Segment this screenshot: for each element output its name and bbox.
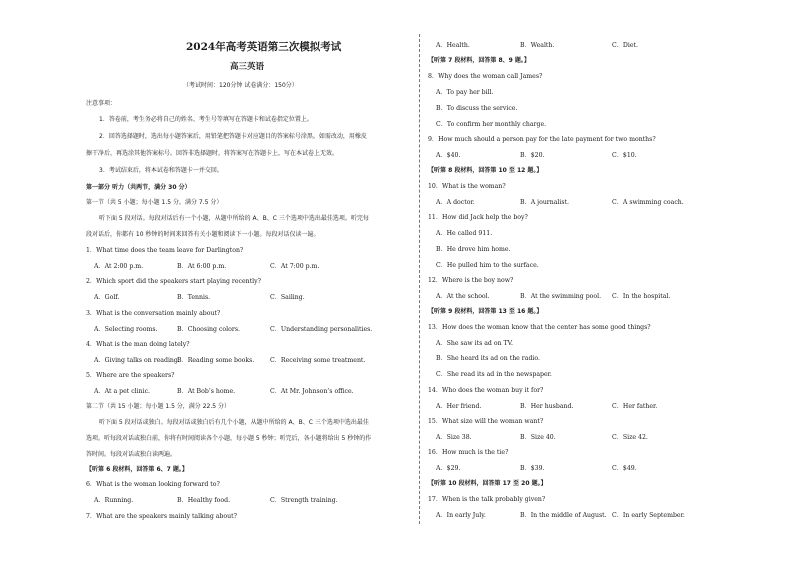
question-stem: 2．Which sport did the speakers start playing recently?	[86, 278, 261, 285]
question-stem: 1．What time does the team leave for Darlington?	[86, 247, 244, 254]
option: B．Healthy food.	[177, 497, 231, 504]
section1-instruction: 段对话后，你都有 10 秒钟的时间来回答有关小题和阅读下一小题。每段对话仅读一遍。	[86, 231, 320, 238]
option: C．At 7:00 p.m.	[270, 263, 320, 270]
note-item: 1．答卷前，考生务必将自己的姓名、考生号等填写在答题卡和试卷指定位置上。	[99, 116, 313, 123]
option: A．At a pet clinic.	[94, 388, 151, 395]
option: C．He pulled him to the surface.	[436, 262, 539, 269]
option: B．In the middle of August.	[520, 512, 607, 519]
section2-instruction: 选项。听每段对话或独白前，你将有时间阅读各个小题，每小题 5 秒钟；听完后，各小题将给出 5 秒钟的作	[86, 435, 372, 442]
question-stem: 10．What is the woman?	[428, 183, 506, 190]
notes-heading: 注意事项：	[86, 100, 117, 107]
group-heading: 【听第 6 段材料，回答第 6、7 题。】	[86, 466, 188, 473]
option: A．Her friend.	[436, 403, 482, 410]
option: A．She saw its ad on TV.	[436, 340, 514, 347]
option: B．Size 40.	[520, 434, 556, 441]
question-stem: 4．What is the man doing lately?	[86, 341, 190, 348]
option: A．Selecting rooms.	[94, 326, 158, 333]
option: B．$39.	[520, 465, 545, 472]
option: B．Choosing colors.	[177, 326, 240, 333]
option: B．Her husband.	[520, 403, 574, 410]
question-stem: 15．What size will the woman want?	[428, 418, 544, 425]
question-stem: 6．What is the woman looking forward to?	[86, 481, 220, 488]
option: C．To confirm her monthly charge.	[436, 121, 547, 128]
group-heading: 【听第 9 段材料，回答第 13 至 16 题。】	[428, 308, 543, 315]
option: A．To pay her bill.	[436, 89, 494, 96]
section2-heading: 第二节（共 15 小题；每小题 1.5 分，满分 22.5 分）	[86, 403, 230, 410]
option: C．Receiving some treatment.	[270, 357, 366, 364]
option: B．At the swimming pool.	[520, 293, 602, 300]
option: C．She read its ad in the newspaper.	[436, 371, 552, 378]
option: C．$49.	[612, 465, 637, 472]
option: A．Golf.	[94, 294, 120, 301]
option: C．$10.	[612, 152, 637, 159]
option: C．In early September.	[612, 512, 685, 519]
option: A．Giving talks on reading.	[94, 357, 180, 364]
exam-subtitle: 高三英语	[230, 62, 265, 72]
question-stem: 13．How does the woman know that the center has some good things?	[428, 324, 651, 331]
option: C．A swimming coach.	[612, 199, 684, 206]
option: B．At Bob’s home.	[177, 388, 236, 395]
section2-instruction: 听下面 5 段对话或独白。每段对话或独白后有几个小题，从题中所给的 A、B、C 三个选项中选出最佳	[99, 419, 369, 426]
question-stem: 14．Who does the woman buy it for?	[428, 387, 544, 394]
option: A．$40.	[436, 152, 461, 159]
option: B．$20.	[520, 152, 545, 159]
group-heading: 【听第 10 段材料，回答第 17 至 20 题。】	[428, 480, 547, 487]
option: B．She heard its ad on the radio.	[436, 355, 540, 362]
question-stem: 7．What are the speakers mainly talking about?	[86, 513, 237, 520]
question-stem: 9．How much should a person pay for the late payment for two months?	[428, 136, 656, 143]
section1-heading: 第一节（共 5 小题；每小题 1.5 分，满分 7.5 分）	[86, 199, 223, 206]
option: B．A journalist.	[520, 199, 570, 206]
option: B．Reading some books.	[177, 357, 255, 364]
group-heading: 【听第 8 段材料，回答第 10 至 12 题。】	[428, 167, 543, 174]
question-stem: 12．Where is the boy now?	[428, 277, 514, 284]
option: C．Sailing.	[270, 294, 305, 301]
option: A．He called 911.	[436, 230, 493, 237]
option: C．Her father.	[612, 403, 658, 410]
option: A．A doctor.	[436, 199, 475, 206]
question-stem: 11．How did Jack help the boy?	[428, 214, 528, 221]
option: A．At 2:00 p.m.	[94, 263, 144, 270]
option: B．Wealth.	[520, 42, 555, 49]
question-stem: 16．How much is the tie?	[428, 449, 509, 456]
note-item: 擦干净后，再选涂其他答案标号。回答非选择题时，将答案写在答题卡上，写在本试卷上无效。	[86, 150, 339, 157]
note-item: 3．考试结束后，将本试卷和答题卡一并交回。	[99, 167, 223, 174]
question-stem: 5．Where are the speakers?	[86, 372, 175, 379]
option: C．Strength training.	[270, 497, 338, 504]
exam-meta: （考试时间：120分钟 试卷满分：150分）	[183, 82, 298, 89]
question-stem: 3．What is the conversation mainly about?	[86, 310, 221, 317]
option: C．In the hospital.	[612, 293, 671, 300]
option: C．Diet.	[612, 42, 638, 49]
option: A．Size 38.	[436, 434, 472, 441]
option: B．At 6:00 p.m.	[177, 263, 227, 270]
option: B．Tennis.	[177, 294, 211, 301]
option: A．At the school.	[436, 293, 490, 300]
note-item: 2．回答选择题时，选出每小题答案后，用铅笔把答题卡对应题目的答案标号涂黑。如需改动，用橡皮	[99, 133, 367, 140]
option: A．In early July.	[436, 512, 486, 519]
group-heading: 【听第 7 段材料，回答第 8、9 题。】	[428, 57, 530, 64]
option: B．He drove him home.	[436, 246, 511, 253]
option: C．Size 42.	[612, 434, 648, 441]
question-stem: 8．Why does the woman call James?	[428, 73, 543, 80]
exam-title: 2024年高考英语第三次模拟考试	[186, 41, 342, 53]
question-stem: 17．When is the talk probably given?	[428, 496, 546, 503]
option: B．To discuss the service.	[436, 105, 518, 112]
option: A．$29.	[436, 465, 461, 472]
part1-heading: 第一部分 听力（共两节，满分 30 分）	[86, 184, 191, 191]
section1-instruction: 听下面 5 段对话。每段对话后有一个小题，从题中所给的 A、B、C 三个选项中选出最佳选项。听完每	[99, 215, 369, 222]
option: A．Running.	[94, 497, 134, 504]
option: C．Understanding personalities.	[270, 326, 373, 333]
option: C．At Mr. Johnson’s office.	[270, 388, 354, 395]
option: A．Health.	[436, 42, 470, 49]
section2-instruction: 答时间。每段对话或独白读两遍。	[86, 451, 177, 458]
